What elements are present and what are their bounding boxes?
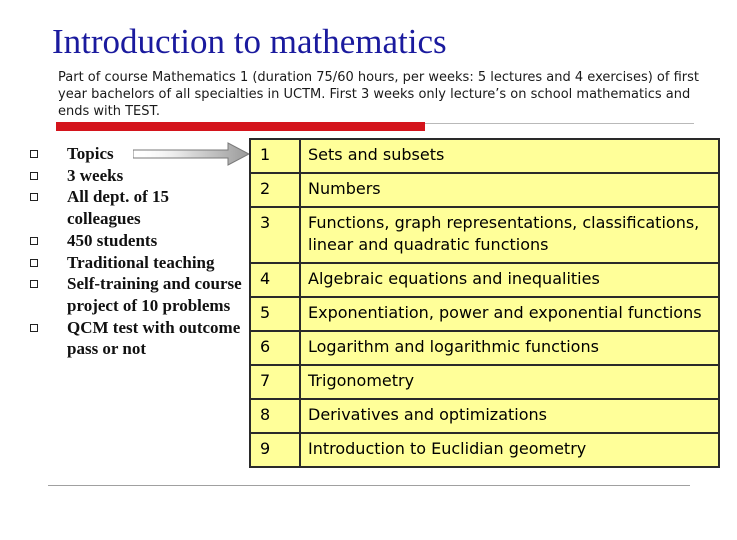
bullet-item [30,165,245,187]
topic-number: 3 [250,207,300,263]
table-row [250,331,719,365]
bullet-item [30,230,245,252]
bullet-text: 3 weeks [67,165,124,185]
table-row [250,297,719,331]
topic-title: Exponentiation, power and exponential functions [300,297,719,331]
topic-number: 9 [250,433,300,467]
slide-subtitle: Part of course Mathematics 1 (duration 75/60 hours, per weeks: 5 lectures and 4 exercises) of first year bachelors of all specialties in UCTM. First 3 weeks only lecture’s on school mathematics and ends with TEST. [58,70,699,119]
topic-title: Sets and subsets [300,139,719,173]
bullet-list [30,143,245,360]
table-row [250,433,719,467]
topic-number: 6 [250,331,300,365]
topic-number: 4 [250,263,300,297]
table-row [250,365,719,399]
topics-table [249,138,720,468]
accent-bar [56,122,425,131]
table-row [250,139,719,173]
bullet-text: Topics [67,144,114,163]
arrow-right-icon [133,142,250,166]
topic-number: 8 [250,399,300,433]
checkbox-bullet-icon [30,193,38,201]
table-row [250,263,719,297]
topic-title: Derivatives and optimizations [300,399,719,433]
checkbox-bullet-icon [30,324,38,332]
checkbox-bullet-icon [30,259,38,267]
topic-number: 1 [250,139,300,173]
table-row [250,173,719,207]
topic-title: Functions, graph representations, classifications, linear and quadratic functions [300,207,719,263]
bullet-item [30,252,245,274]
bullet-item [30,317,245,360]
topic-title: Trigonometry [300,365,719,399]
topic-title: Algebraic equations and inequalities [300,263,719,297]
bullet-text: All dept. of 15 colleagues [67,187,169,229]
topic-number: 2 [250,173,300,207]
bullet-item [30,186,245,229]
checkbox-bullet-icon [30,237,38,245]
table-row [250,207,719,263]
bullet-text: Traditional teaching [67,252,215,272]
footer-divider [48,485,690,486]
topic-title: Logarithm and logarithmic functions [300,331,719,365]
topic-title: Introduction to Euclidian geometry [300,433,719,467]
bullet-text: QCM test with outcome pass or not [67,317,241,359]
topic-number: 7 [250,365,300,399]
bullet-text: Self-training and course project of 10 problems [67,274,242,315]
slide-title: Introduction to mathematics [52,22,447,61]
checkbox-bullet-icon [30,280,38,288]
checkbox-bullet-icon [30,172,38,180]
topic-number: 5 [250,297,300,331]
table-row [250,399,719,433]
bullet-text: 450 students [67,230,158,250]
bullet-item [30,273,245,316]
checkbox-bullet-icon [30,150,38,158]
topic-title: Numbers [300,173,719,207]
